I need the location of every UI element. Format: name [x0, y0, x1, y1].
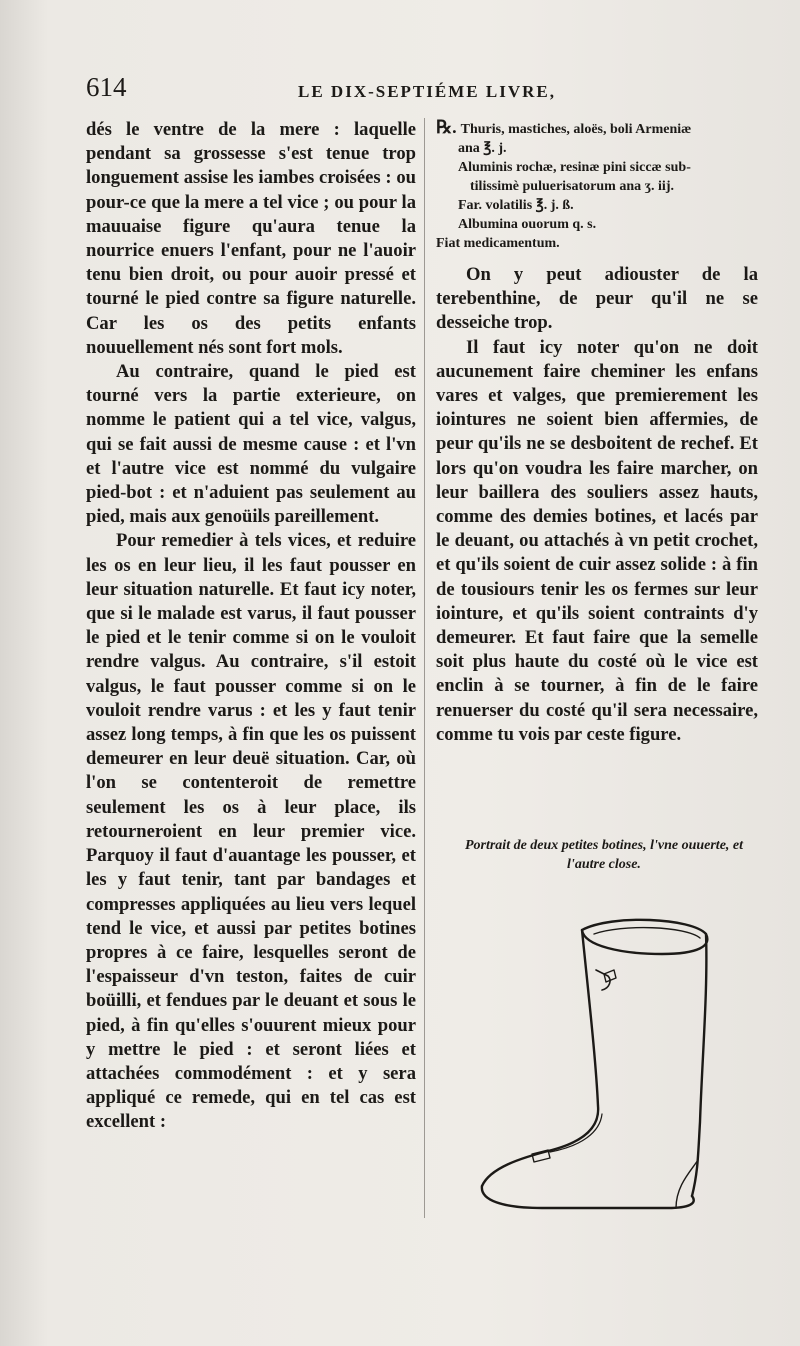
left-column — [86, 118, 416, 1135]
running-title: LE DIX-SEPTIÉME LIVRE, — [298, 82, 556, 101]
left-paragraph-2: Au contraire, quand le pied est tourné vers la partie exterieure, on nomme le patient qui a tel vice, valgus, qui se fait aussi de mesme cause : et l'vn et l'autre vice est nommé du vulgaire pied-bot : et n'aduient pas seulement au pied, mais aux genoüils pareillement. — [86, 361, 416, 528]
boot-clasp — [604, 970, 616, 982]
right-column — [436, 118, 758, 747]
boot-toe-line — [550, 1114, 602, 1152]
right-paragraph-1: On y peut adiouster de la terebenthine, de peur qu'il ne se desseiche trop. — [436, 264, 758, 334]
right-paragraph-2: Il faut icy noter qu'on ne doit aucunement faire cheminer les enfans vares et valges, que premierement les iointures ne soient bien affermies, de peur qu'ils ne se desboitent de rechef. Et lors qu'on voudra les faire marcher, on leur baillera des souliers assez hauts, comme des demies botines, et lacés par le deuant, ou attachés à vn petit crochet, et qu'ils soient de cuir assez solide : à fin de tousiours tenir les os fermes sur leur iointure, et qu'ils soient contraints d'y demeurer. Et faut faire que la semelle soit plus haute du costé où le vice est enclin à se tourner, à fin de le faire renuerser du costé qu'il sera necessaire, comme tu vois par ceste figure. — [436, 336, 758, 745]
left-paragraph-3: Pour remedier à tels vices, et reduire les os en leur lieu, il les faut pousser en leur situation naturelle. Et faut icy noter, que si le malade est varus, il faut pousser le pied et le tenir comme si on le vouloit rendre valgus. Au contraire, s'il estoit valgus, le faut pousser comme si on le vouloit rendre varus : et les y faut tenir assez long temps, à fin que les os puissent demeurer en leur deuë situation. Car, où l'on se contenteroit de remettre seulement les os à leur place, ils retourneroient en leur premier vice. Parquoy il faut d'auantage les pousser, et les y faut tenir, tant par bandages et compresses appliquées au lieu vers lequel tend le vice, et aussi par petites botines propres à ce faire, lesquelles seront de l'espaisseur d'vn teston, faites de cuir boüilli, et fendues par le deuant et sous le pied, à fin qu'elles s'ouurent mieux pour y mettre le pied : et seront liées et attachées commodément : et y sera appliqué ce remede, qui en tel cas est excellent : — [86, 530, 416, 1133]
recipe-text: Thuris, mastiches, aloës, boli Armeniæ — [460, 122, 692, 137]
column-divider — [424, 118, 425, 1218]
page-number: 614 — [86, 72, 127, 102]
figure-caption: Portrait de deux petites botines, l'vne ouuerte, et l'autre close. — [464, 838, 744, 872]
recipe-line: tilissimè puluerisatorum ana ʒ. iij. — [470, 179, 674, 194]
boot-opening — [582, 920, 707, 954]
page-header — [0, 72, 800, 112]
boot-lining — [594, 928, 700, 938]
recipe — [436, 118, 758, 253]
recipe-line — [436, 118, 758, 139]
left-paragraph-1: dés le ventre de la mere : laquelle pendant sa grossesse s'est tenue trop longuement assise les iambes croisées : ou pour-ce que la mere a tel vice ; ou pour la mauuaise figure qu'aura tenue la nourrice enuers l'enfant, pour ne l'auoir tenu bien droit, ou pour auoir pressé et tourné le pied contre sa figure naturelle. Car les os des petits enfants nouuellement nés sont fort mols. — [86, 119, 416, 358]
recipe-symbol: ℞. — [436, 117, 457, 137]
recipe-line: ana ℥. j. — [458, 141, 507, 156]
recipe-line: Albumina ouorum q. s. — [458, 217, 597, 232]
recipe-line: Far. volatilis ℥. j. ß. — [458, 198, 574, 213]
boot-illustration — [462, 910, 732, 1220]
boot-front — [482, 930, 598, 1186]
boot-sole — [482, 1186, 694, 1208]
recipe-line: Aluminis rochæ, resinæ pini siccæ sub- — [458, 160, 691, 175]
boot-back — [692, 934, 706, 1196]
recipe-line: Fiat medicamentum. — [436, 236, 560, 251]
